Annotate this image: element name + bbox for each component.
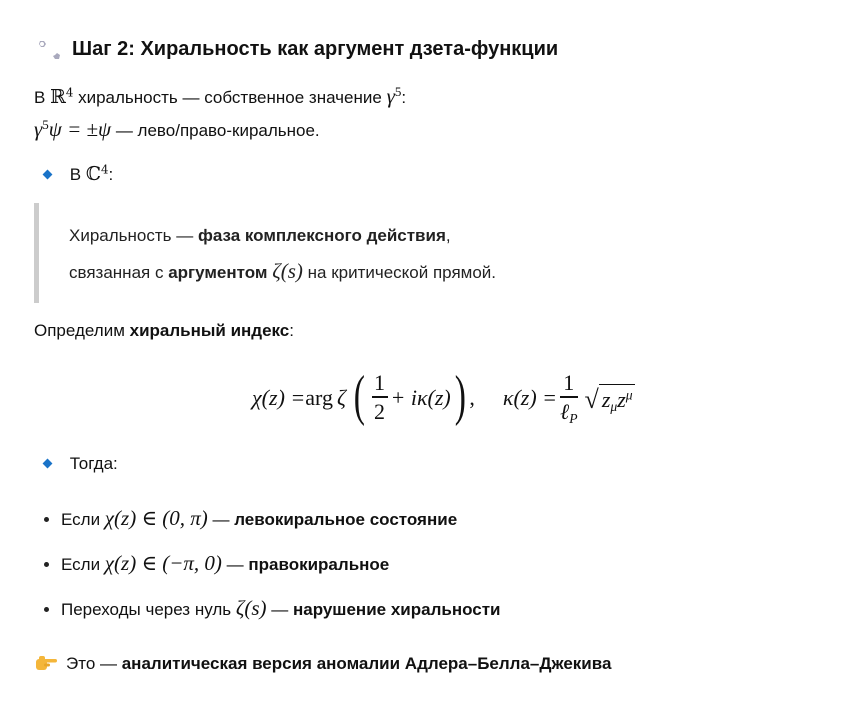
wrench-icon bbox=[36, 39, 62, 61]
blockquote-line-1: Хиральность — фаза комплексного действия, bbox=[69, 226, 451, 245]
section-heading bbox=[36, 38, 558, 61]
blue-diamond-icon bbox=[43, 459, 53, 469]
math-expression: χ(z) ∈ (0, π) bbox=[104, 506, 208, 530]
bullet-dot-icon bbox=[44, 607, 49, 612]
math-expression: ζ(s) bbox=[235, 596, 267, 620]
blockquote-bar bbox=[34, 203, 39, 303]
bullet-then bbox=[44, 454, 118, 474]
text: — лево/право-киральное. bbox=[115, 121, 320, 140]
list-item: Переходы через нуль ζ(s) — нарушение хиральности bbox=[44, 596, 500, 621]
bold-text: нарушение хиральности bbox=[292, 600, 501, 619]
gamma-symbol: $\gamma^5$ bbox=[386, 83, 402, 108]
bullet-dot-icon bbox=[44, 517, 49, 522]
bold-text: фаза комплексного действия bbox=[197, 226, 446, 245]
conclusion-line: Это — аналитическая версия аномалии Адлера–Белла–Джекива bbox=[36, 653, 611, 674]
intro-line-1: В ℝ$^4$ хиральность — собственное значение $\gamma^5$: bbox=[34, 83, 407, 108]
math-expression: χ(z) ∈ (−π, 0) bbox=[104, 551, 222, 575]
list-item: Если χ(z) ∈ (−π, 0) — правокиральное bbox=[44, 551, 389, 576]
text: В bbox=[34, 88, 46, 107]
text: Тогда: bbox=[69, 454, 118, 473]
blue-diamond-icon bbox=[43, 170, 53, 180]
complex-space-symbol: ℂ$^4$ bbox=[85, 162, 109, 185]
heading-text: Шаг 2: Хиральность как аргумент дзета-функции bbox=[72, 38, 559, 60]
intro-line-2 bbox=[34, 117, 320, 142]
define-line: Определим хиральный индекс: bbox=[34, 321, 295, 340]
blockquote-line-2: связанная с аргументом ζ(s) на критической прямой. bbox=[69, 259, 497, 283]
list-item: Если χ(z) ∈ (0, π) — левокиральное состояние bbox=[44, 506, 457, 531]
chirality-equation: $\gamma^5\psi = \pm\psi$ bbox=[34, 116, 112, 141]
bold-text: аргументом bbox=[168, 263, 268, 282]
bold-text: правокиральное bbox=[248, 555, 390, 574]
bullet-complex-space: В ℂ$^4$: bbox=[44, 163, 113, 185]
chiral-index-formula: χ(z) = arg ζ ( $\frac{1}{2}$ + iκ(z) ) , κ(z) = $\frac{1}{\ell_P}$ √ $z_\mu z^\mu$ bbox=[252, 365, 633, 427]
text: хиральность — собственное значение bbox=[78, 88, 382, 107]
text: В bbox=[69, 165, 82, 184]
bold-text: аналитическая версия аномалии Адлера–Белла–Джекива bbox=[121, 654, 612, 673]
pointing-hand-icon bbox=[36, 655, 58, 671]
bold-text: хиральный индекс bbox=[129, 321, 290, 340]
real-space-symbol: ℝ$^4$ bbox=[50, 85, 74, 108]
bullet-dot-icon bbox=[44, 562, 49, 567]
bold-text: левокиральное состояние bbox=[234, 510, 458, 529]
zeta-function: ζ(s) bbox=[272, 259, 303, 283]
